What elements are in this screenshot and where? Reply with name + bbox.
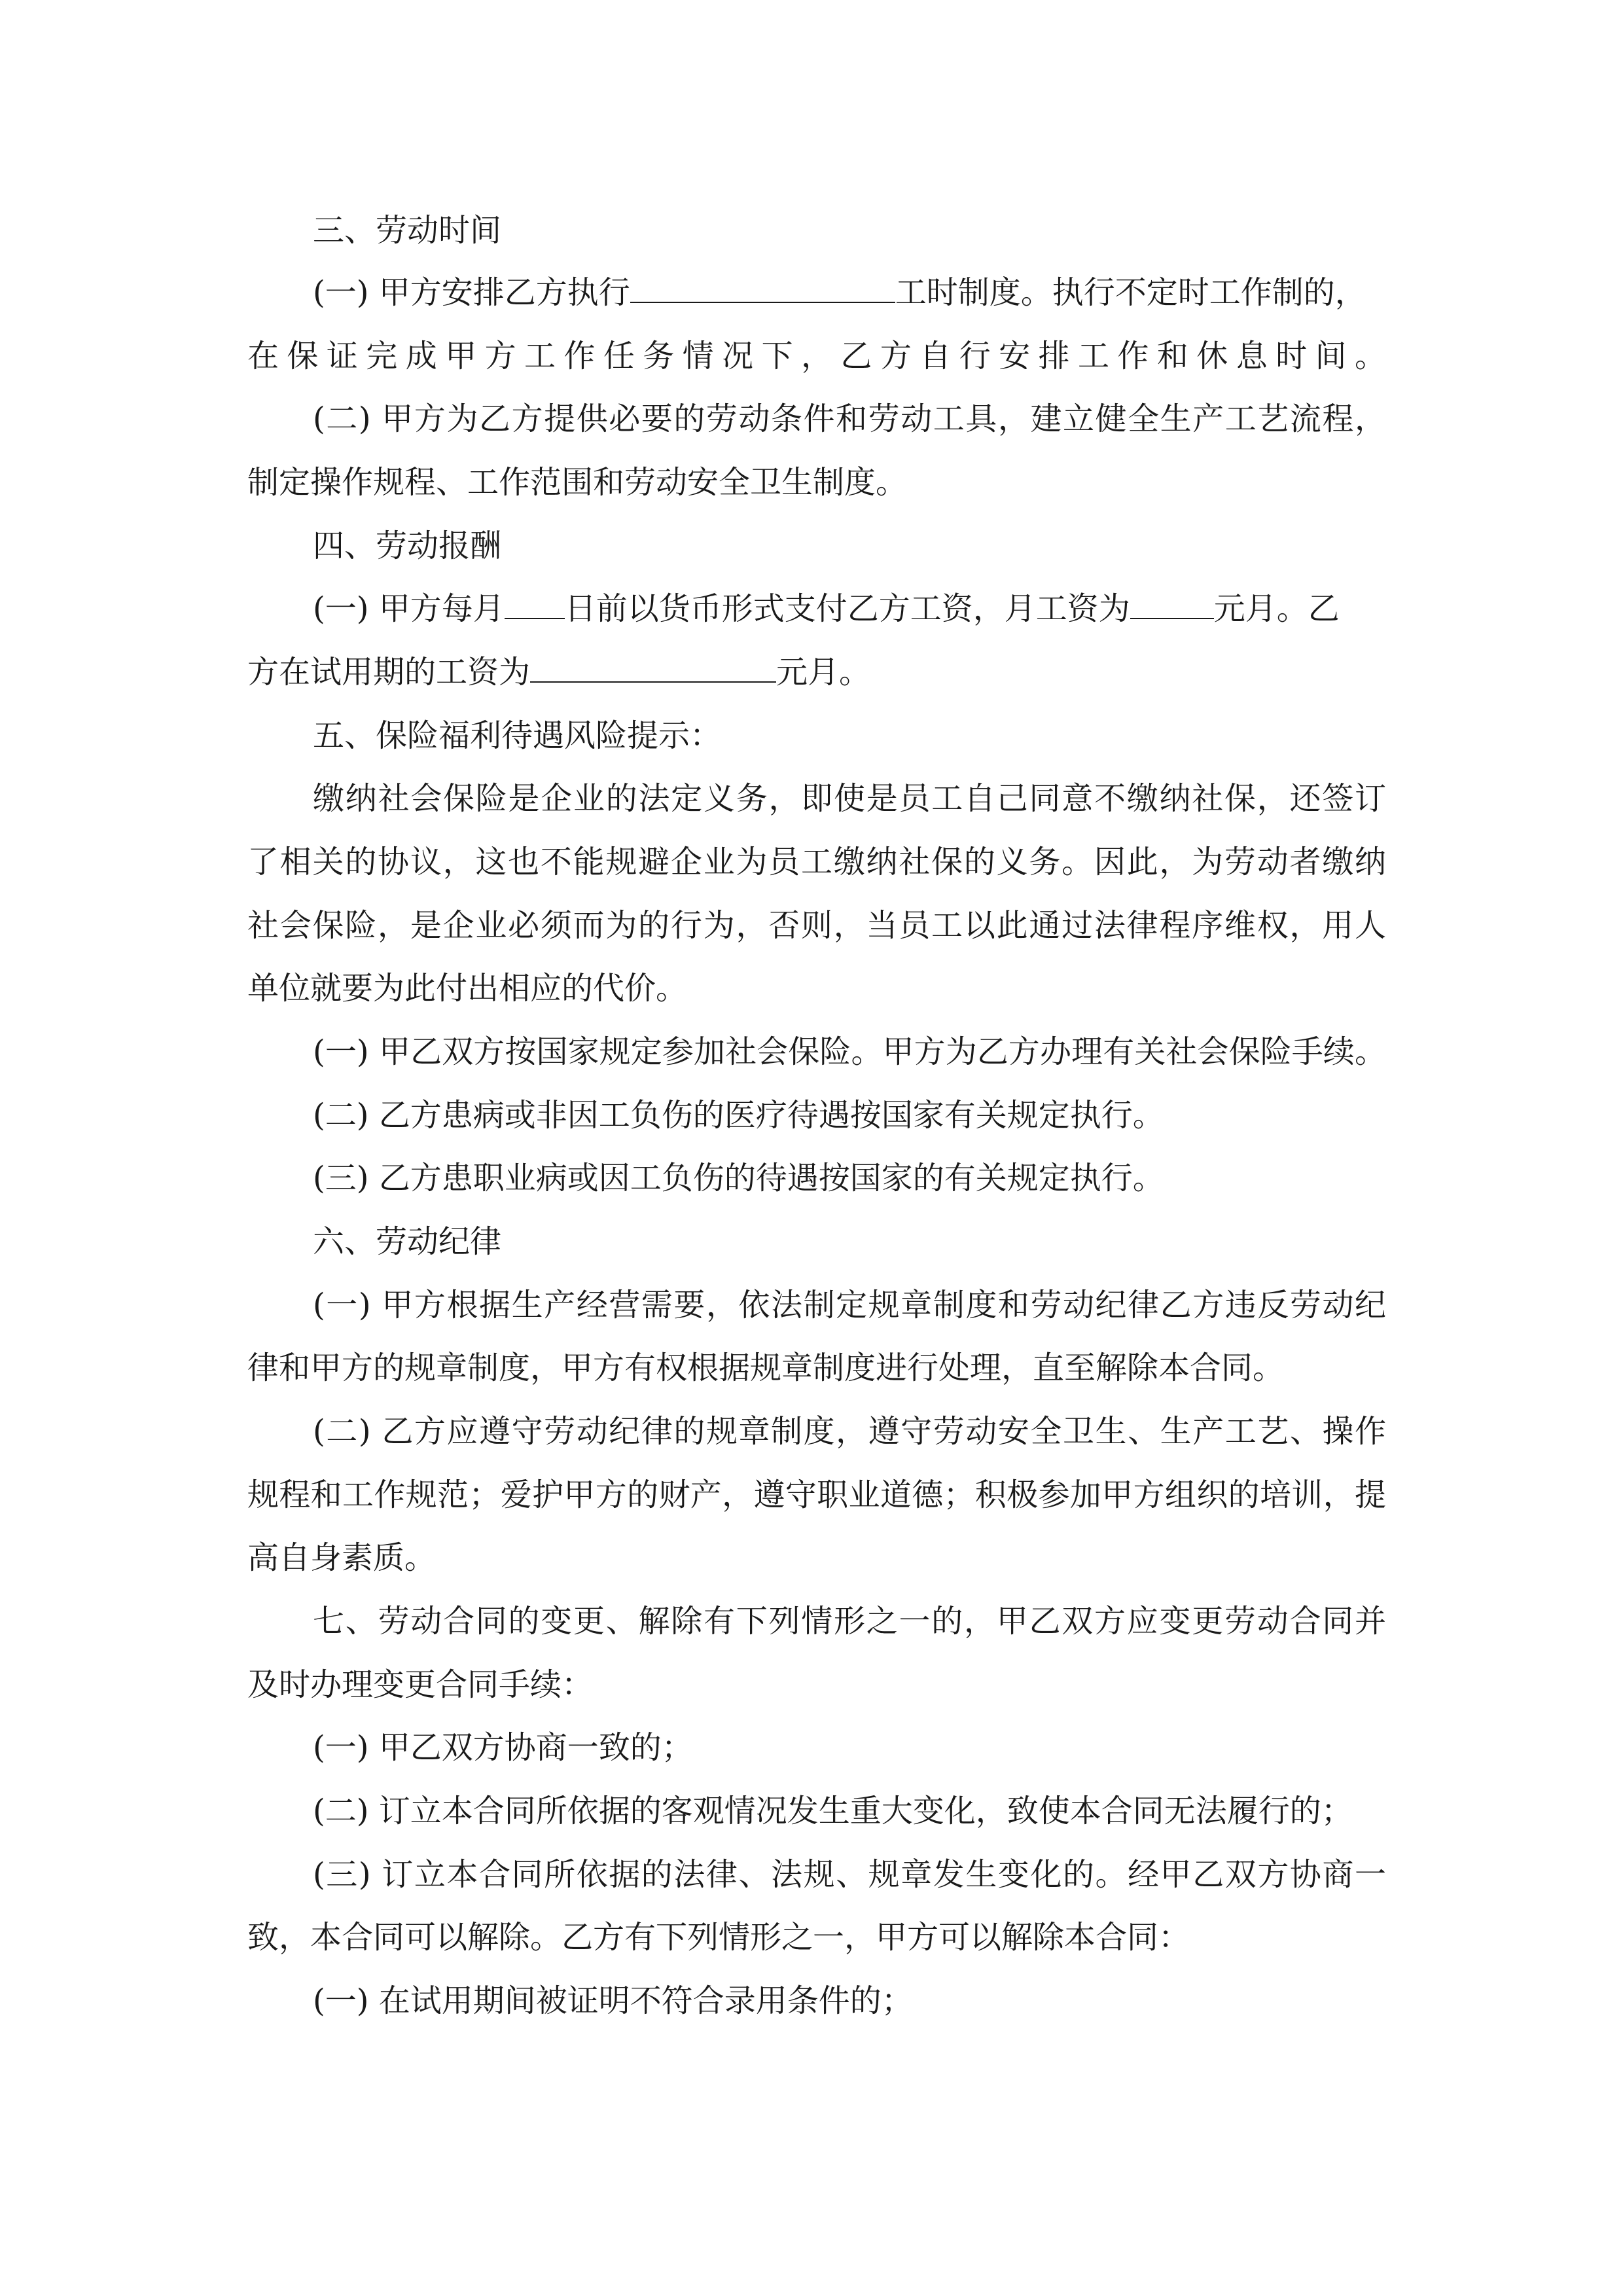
fill-in-blank — [505, 589, 565, 619]
paragraph-line: (一) 甲乙双方协商一致的； — [313, 1729, 693, 1766]
paragraph-line: (一) 甲乙双方按国家规定参加社会保险。甲方为乙方办理有关社会保险手续。 — [313, 1033, 1386, 1070]
paragraph-line: 了相关的协议，这也不能规避企业为员工缴纳社保的义务。因此，为劳动者缴纳 — [247, 844, 1386, 880]
paragraph-line: (二) 订立本合同所依据的客观情况发生重大变化，致使本合同无法履行的； — [313, 1793, 1353, 1829]
paragraph-line: (三) 乙方患职业病或因工负伤的待遇按国家的有关规定执行。 — [313, 1160, 1164, 1196]
paragraph-line: 在保证完成甲方工作任务情况下，乙方自行安排工作和休息时间。 — [247, 338, 1386, 374]
section-heading: 三、劳动时间 — [313, 212, 502, 249]
fill-in-blank — [630, 273, 895, 303]
fill-in-blank — [530, 653, 776, 683]
paragraph-line: 七、劳动合同的变更、解除有下列情形之一的，甲乙双方应变更劳动合同并 — [313, 1603, 1386, 1640]
section-heading: 四、劳动报酬 — [313, 528, 502, 564]
text-segment: 日前以货币形式支付乙方工资，月工资为 — [564, 590, 1130, 627]
paragraph-line: 律和甲方的规章制度，甲方有权根据规章制度进行处理，直至解除本合同。 — [247, 1350, 1285, 1386]
paragraph-line: 规程和工作规范；爱护甲方的财产，遵守职业道德；积极参加甲方组织的培训，提 — [247, 1477, 1386, 1513]
text-segment: 工时制度。执行不定时工作制的， — [895, 274, 1366, 311]
paragraph-line: 单位就要为此付出相应的代价。 — [247, 970, 688, 1007]
text-segment: (一) 甲方每月 — [313, 590, 505, 627]
text-segment: 元月。乙 — [1213, 590, 1340, 627]
paragraph-line: 致，本合同可以解除。乙方有下列情形之一，甲方可以解除本合同： — [247, 1919, 1190, 1956]
paragraph-line: (一) 在试用期间被证明不符合录用条件的； — [313, 1982, 913, 2019]
paragraph-line — [313, 273, 1366, 312]
text-segment: (一) 甲方安排乙方执行 — [313, 274, 630, 311]
paragraph-line: 缴纳社会保险是企业的法定义务，即使是员工自己同意不缴纳社保，还签订 — [313, 780, 1386, 817]
section-heading: 五、保险福利待遇风险提示： — [313, 717, 722, 754]
paragraph-line: 高自身素质。 — [247, 1539, 437, 1576]
paragraph-line: (三) 订立本合同所依据的法律、法规、规章发生变化的。经甲乙双方协商一 — [313, 1856, 1386, 1893]
paragraph-line: (二) 甲方为乙方提供必要的劳动条件和劳动工具，建立健全生产工艺流程， — [313, 401, 1386, 437]
paragraph-line — [313, 589, 1340, 628]
fill-in-blank — [1130, 589, 1214, 619]
paragraph-line: (一) 甲方根据生产经营需要，依法制定规章制度和劳动纪律乙方违反劳动纪 — [313, 1287, 1386, 1323]
paragraph-line — [247, 653, 870, 692]
paragraph-line: 及时办理变更合同手续： — [247, 1666, 594, 1703]
section-heading: 六、劳动纪律 — [313, 1223, 502, 1260]
paragraph-line: 社会保险，是企业必须而为的行为，否则，当员工以此通过法律程序维权，用人 — [247, 907, 1386, 944]
paragraph-line: (二) 乙方患病或非因工负伤的医疗待遇按国家有关规定执行。 — [313, 1097, 1164, 1134]
text-segment: 方在试用期的工资为 — [247, 654, 531, 691]
paragraph-line: (二) 乙方应遵守劳动纪律的规章制度，遵守劳动安全卫生、生产工艺、操作 — [313, 1413, 1386, 1450]
paragraph-line: 制定操作规程、工作范围和劳动安全卫生制度。 — [247, 464, 908, 501]
text-segment: 元月。 — [776, 654, 871, 691]
